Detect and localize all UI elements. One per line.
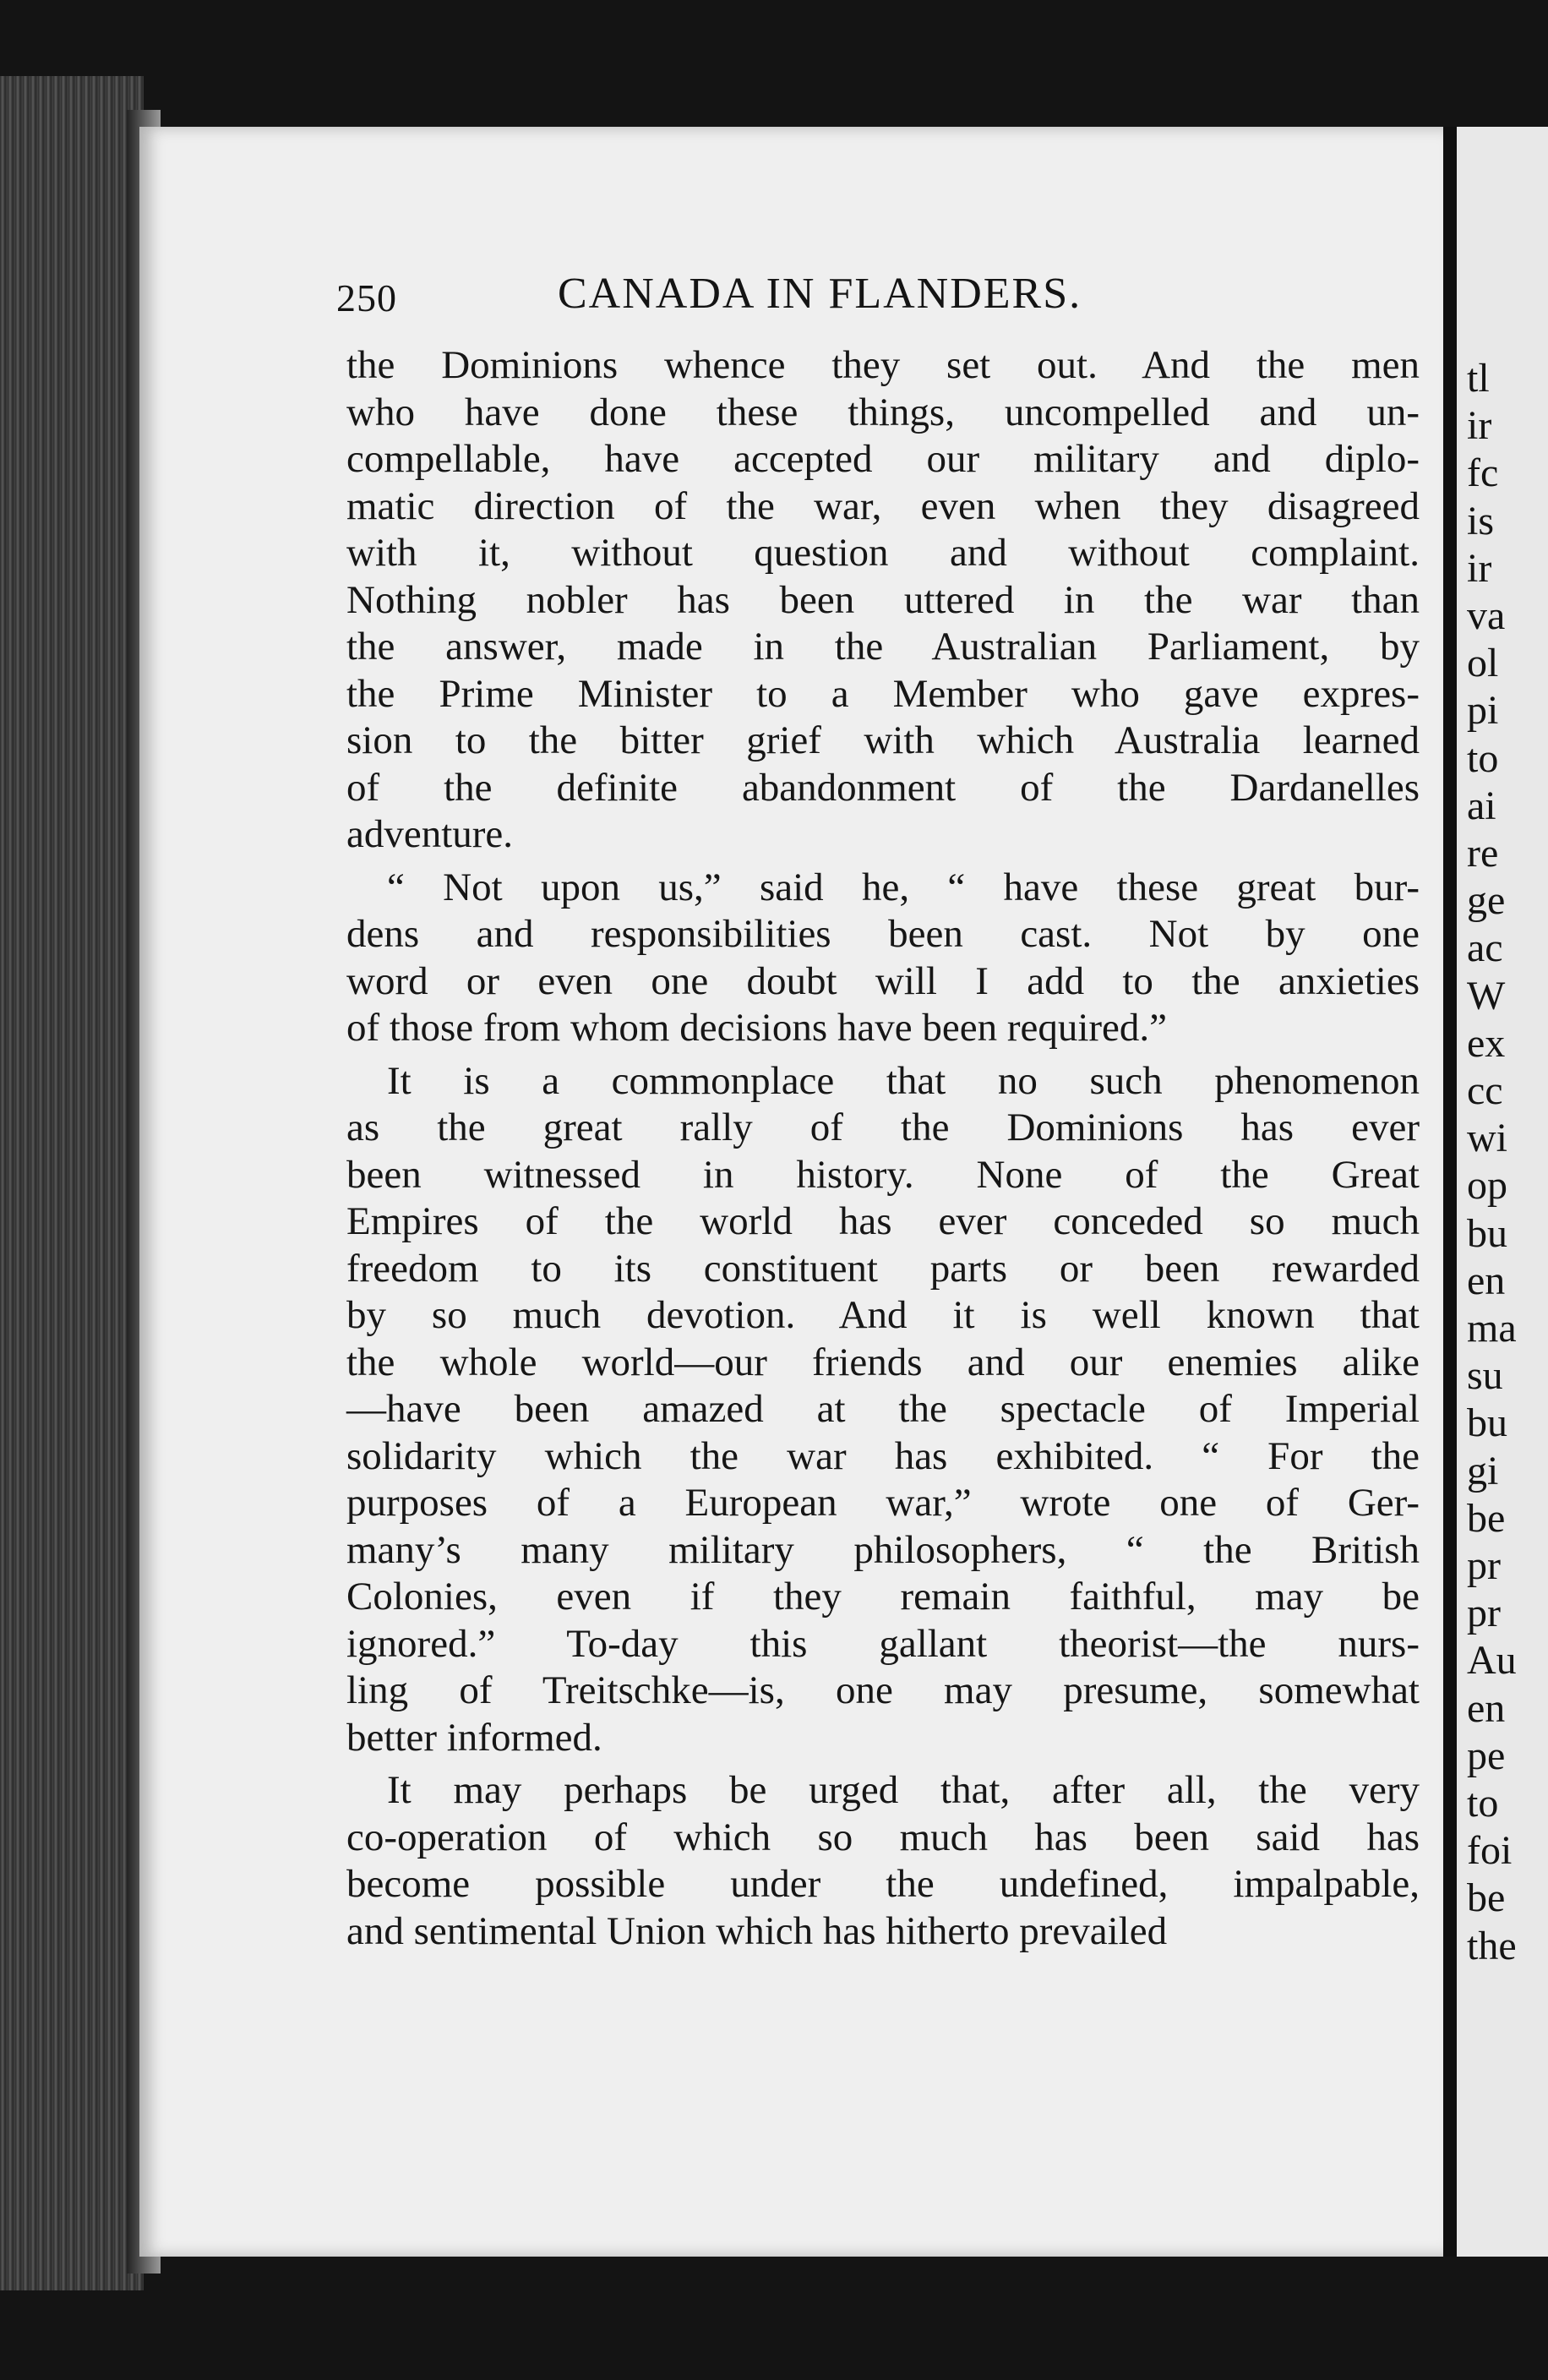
facing-page-fragment: op (1467, 1163, 1507, 1209)
facing-page-fragment: ge (1467, 878, 1506, 924)
facing-page-fragment: ma (1467, 1306, 1517, 1351)
facing-page-fragment: ol (1467, 641, 1499, 686)
text-line: Nothing nobler has been uttered in the war than (346, 577, 1420, 622)
text-line: the Dominions whence they set out. And the men (346, 343, 1420, 387)
facing-page-fragment: gi (1467, 1448, 1499, 1493)
text-line: as the great rally of the Dominions has ever (346, 1105, 1420, 1149)
facing-page-fragment: Au (1467, 1638, 1517, 1684)
text-line: many’s many military philosophers, “ the British (346, 1527, 1420, 1572)
text-line: and sentimental Union which has hitherto prevailed (346, 1908, 1168, 1953)
paragraph (346, 865, 1420, 1052)
text-line: Colonies, even if they remain faithful, may be (346, 1575, 1420, 1619)
text-line: become possible under the undefined, impalpable, (346, 1862, 1420, 1906)
text-line: —have been amazed at the spectacle of Imperial (346, 1387, 1420, 1431)
facing-page-fragment: en (1467, 1258, 1506, 1303)
facing-page-fragment: the (1467, 1923, 1517, 1968)
facing-page-fragment: bu (1467, 1210, 1507, 1256)
text-line: sion to the bitter grief with which Australia learned (346, 718, 1420, 762)
text-line: dens and responsibilities been cast. Not by one (346, 912, 1420, 956)
text-line: with it, without question and without complaint. (346, 531, 1420, 575)
facing-page-fragment: wi (1467, 1116, 1507, 1161)
text-line: the Prime Minister to a Member who gave expres- (346, 671, 1420, 716)
facing-page-fragment: su (1467, 1353, 1503, 1399)
text-line: of the definite abandonment of the Dardanelles (346, 765, 1420, 810)
text-line: word or even one doubt will I add to the anxieties (346, 958, 1420, 1003)
text-line: adventure. (346, 812, 514, 856)
book-gutter (1443, 127, 1457, 2257)
text-line: the answer, made in the Australian Parliament, by (346, 625, 1420, 669)
text-line: compellable, have accepted our military and diplo- (346, 437, 1420, 481)
facing-page-fragment: be (1467, 1875, 1506, 1921)
facing-page-fragment: ex (1467, 1020, 1506, 1066)
text-line: ling of Treitschke—is, one may presume, somewhat (346, 1668, 1420, 1712)
text-line: better informed. (346, 1715, 602, 1760)
text-line: solidarity which the war has exhibited. “ For the (346, 1433, 1420, 1478)
facing-page-fragment: pe (1467, 1733, 1506, 1778)
body-text (346, 342, 1420, 1955)
book-page-edges (0, 76, 144, 2290)
facing-page (1457, 127, 1548, 2257)
facing-page-fragment: va (1467, 593, 1506, 638)
text-line: co-operation of which so much has been said has (346, 1815, 1420, 1859)
text-line: Empires of the world has ever conceded so much (346, 1199, 1420, 1243)
paragraph (346, 342, 1420, 859)
running-title: CANADA IN FLANDERS. (558, 270, 1082, 318)
facing-page-fragment: tl (1467, 356, 1490, 401)
text-line: the whole world—our friends and our enemies alike (346, 1340, 1420, 1384)
facing-page-fragment: to (1467, 1781, 1499, 1826)
text-line: purposes of a European war,” wrote one of Ger- (346, 1481, 1420, 1525)
facing-page-fragment: ir (1467, 403, 1492, 449)
paragraph (346, 1767, 1420, 1955)
facing-page-fragment: is (1467, 498, 1495, 543)
text-line: of those from whom decisions have been required.” (346, 1006, 1168, 1050)
text-line: been witnessed in history. None of the Great (346, 1152, 1420, 1197)
text-line: matic direction of the war, even when they disagreed (346, 483, 1420, 528)
facing-page-fragment: en (1467, 1685, 1506, 1731)
facing-page-fragment: foi (1467, 1828, 1513, 1874)
facing-page-fragment: bu (1467, 1400, 1507, 1446)
text-line: It is a commonplace that no such phenomenon (387, 1058, 1420, 1103)
facing-page-fragment: re (1467, 831, 1499, 876)
text-line: who have done these things, uncompelled and un- (346, 390, 1420, 434)
facing-page-fragment: ir (1467, 545, 1492, 591)
facing-page-fragment: pr (1467, 1543, 1501, 1588)
facing-page-fragment: pr (1467, 1591, 1501, 1636)
facing-page-fragment: to (1467, 735, 1499, 781)
text-line: ignored.” To-day this gallant theorist—the nurs- (346, 1621, 1420, 1666)
facing-page-fragment: ac (1467, 925, 1503, 971)
facing-page-fragment: cc (1467, 1068, 1503, 1113)
text-line: It may perhaps be urged that, after all, the very (387, 1768, 1420, 1812)
facing-page-fragment: be (1467, 1495, 1506, 1541)
text-line: by so much devotion. And it is well known that (346, 1293, 1420, 1337)
text-line: “ Not upon us,” said he, “ have these great bur- (387, 865, 1420, 909)
facing-page-fragment: fc (1467, 450, 1499, 496)
facing-page-fragment: W (1467, 973, 1506, 1018)
text-line: freedom to its constituent parts or been rewarded (346, 1246, 1420, 1291)
facing-page-fragment: ai (1467, 783, 1496, 828)
facing-page-fragment: pi (1467, 688, 1499, 734)
page-number: 250 (336, 276, 397, 319)
running-head (336, 269, 1435, 328)
paragraph (346, 1058, 1420, 1762)
